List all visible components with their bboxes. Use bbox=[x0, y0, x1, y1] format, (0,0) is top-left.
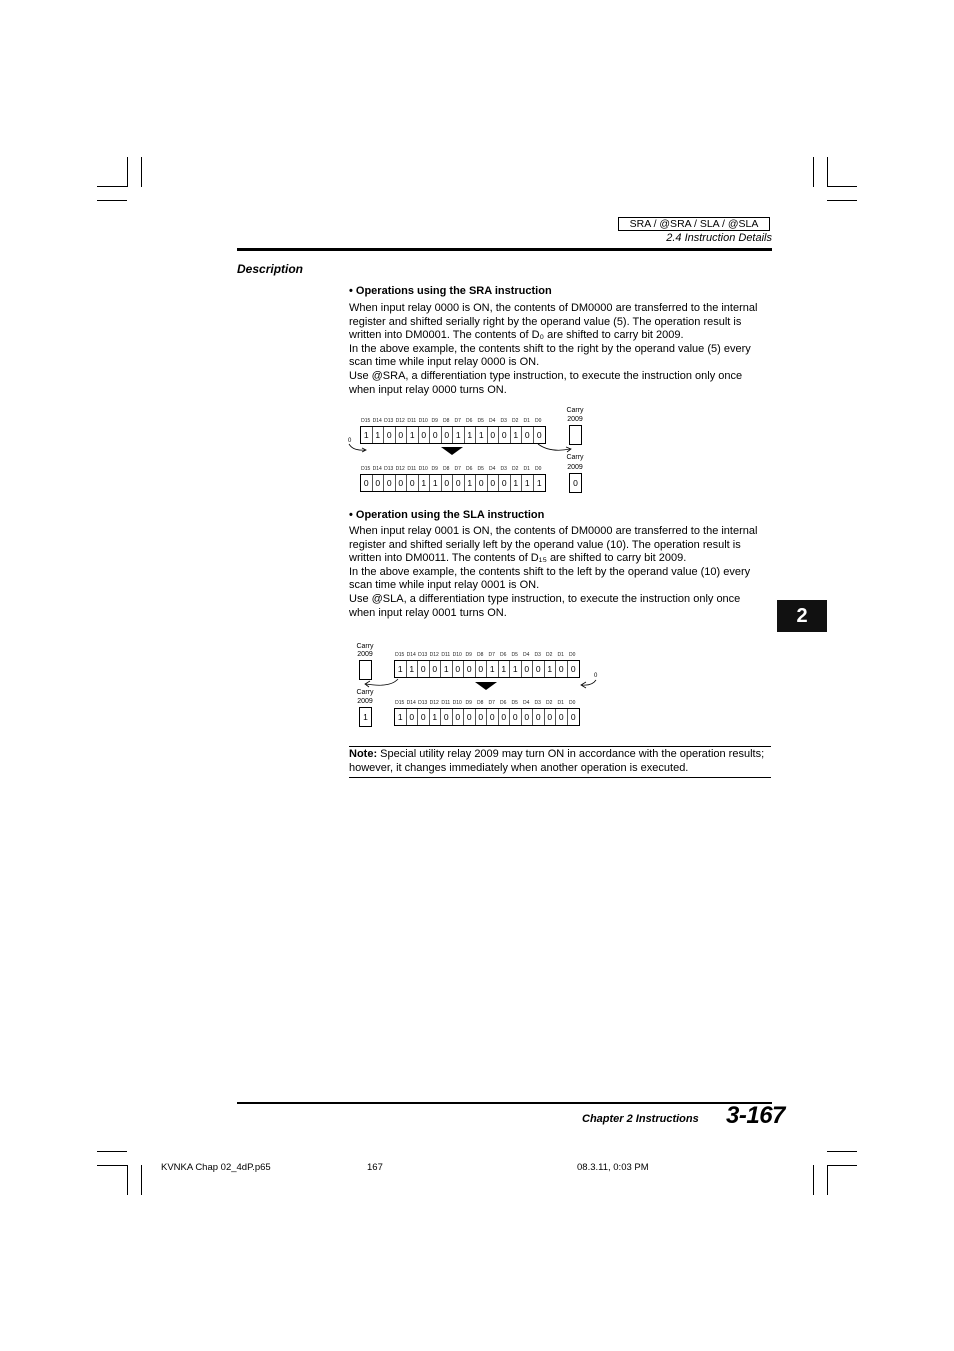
crop-mark bbox=[827, 157, 828, 187]
bit-label: D14 bbox=[406, 652, 416, 658]
bit-label: D10 bbox=[418, 466, 428, 472]
bit-cell: 0 bbox=[418, 709, 430, 725]
bit-label: D5 bbox=[511, 700, 518, 706]
bit-label: D7 bbox=[488, 652, 495, 658]
bit-label: D10 bbox=[452, 700, 462, 706]
bit-label: D8 bbox=[443, 466, 450, 472]
carry-address: 2009 bbox=[567, 416, 583, 423]
bit-label: D9 bbox=[465, 700, 472, 706]
bit-cell: 1 bbox=[499, 661, 511, 677]
zero-input: 0 bbox=[348, 438, 352, 444]
bit-cell: 0 bbox=[442, 427, 454, 443]
bit-label: D12 bbox=[395, 418, 405, 424]
carry-box-after: 0 bbox=[569, 473, 582, 493]
down-arrow-icon bbox=[475, 682, 497, 691]
bit-label: D2 bbox=[512, 418, 519, 424]
bit-label: D0 bbox=[535, 466, 542, 472]
bit-label: D4 bbox=[489, 466, 496, 472]
bit-cell: 0 bbox=[522, 661, 534, 677]
crop-mark bbox=[97, 200, 127, 201]
bit-labels bbox=[394, 651, 578, 659]
bit-label: D15 bbox=[395, 652, 405, 658]
bit-cell: 0 bbox=[407, 475, 419, 491]
bit-label: D11 bbox=[407, 418, 417, 424]
bit-cell: 0 bbox=[499, 709, 511, 725]
sra-line: register and shifted serially right by the operand value (5). The operation result is bbox=[349, 315, 742, 328]
bit-cell: 0 bbox=[556, 709, 568, 725]
bit-cell: 0 bbox=[476, 475, 488, 491]
bit-cell: 0 bbox=[442, 475, 454, 491]
bit-cell: 0 bbox=[476, 661, 488, 677]
bit-label: D15 bbox=[361, 418, 371, 424]
bit-cell: 1 bbox=[511, 427, 523, 443]
bit-cell: 0 bbox=[499, 475, 511, 491]
bit-cell: 0 bbox=[522, 709, 534, 725]
register-after bbox=[394, 708, 580, 726]
bit-label: D12 bbox=[395, 466, 405, 472]
bit-cell: 0 bbox=[453, 709, 465, 725]
bit-cell: 0 bbox=[545, 709, 557, 725]
crop-mark bbox=[127, 157, 128, 187]
note-label: Note: bbox=[349, 748, 378, 760]
sra-line: Use @SRA, a differentiation type instruction, to execute the instruction only once bbox=[349, 369, 743, 382]
bit-cell: 0 bbox=[361, 475, 373, 491]
instruction-header-box: SRA / @SRA / SLA / @SLA bbox=[618, 217, 770, 231]
bit-label: D13 bbox=[384, 418, 394, 424]
bit-labels bbox=[360, 417, 544, 425]
bit-label: D14 bbox=[406, 700, 416, 706]
sla-bullet: • Operation using the SLA instruction bbox=[349, 509, 545, 521]
crop-mark bbox=[827, 1151, 857, 1152]
crop-mark bbox=[827, 1165, 857, 1166]
register-after bbox=[360, 474, 546, 492]
bit-cell: 1 bbox=[419, 475, 431, 491]
bit-cell: 0 bbox=[453, 661, 465, 677]
bit-cell: 1 bbox=[522, 475, 534, 491]
bit-label: D1 bbox=[557, 652, 564, 658]
slug-filename: KVNKA Chap 02_4dP.p65 bbox=[161, 1162, 271, 1173]
sla-line: In the above example, the contents shift to the left by the operand value (10) every bbox=[349, 565, 751, 578]
bit-label: D3 bbox=[500, 466, 507, 472]
bit-cell: 1 bbox=[511, 475, 523, 491]
bit-label: D15 bbox=[361, 466, 371, 472]
carry-label: Carry bbox=[356, 689, 374, 696]
bit-cell: 1 bbox=[453, 427, 465, 443]
bit-cell: 0 bbox=[499, 427, 511, 443]
bit-label: D6 bbox=[500, 652, 507, 658]
sla-line: register and shifted serially left by the operand value (10). The operation result is bbox=[349, 538, 741, 551]
bit-label: D4 bbox=[489, 418, 496, 424]
bit-label: D8 bbox=[477, 652, 484, 658]
bit-cell: 1 bbox=[536, 478, 542, 488]
bit-label: D2 bbox=[512, 466, 519, 472]
bit-cell: 0 bbox=[510, 709, 522, 725]
bit-label: D6 bbox=[466, 418, 473, 424]
carry-address: 2009 bbox=[567, 464, 583, 471]
bit-label: D5 bbox=[477, 466, 484, 472]
carry-label: Carry bbox=[566, 454, 584, 461]
bit-label: D5 bbox=[477, 418, 484, 424]
bit-cell: 1 bbox=[373, 427, 385, 443]
bit-cell: 1 bbox=[545, 661, 557, 677]
carry-address: 2009 bbox=[357, 698, 373, 705]
bit-label: D4 bbox=[523, 652, 530, 658]
bit-label: D1 bbox=[523, 418, 530, 424]
chapter-tab: 2 bbox=[777, 600, 827, 632]
bit-cell: 1 bbox=[465, 427, 477, 443]
sra-line: scan time while input relay 0000 is ON. bbox=[349, 356, 540, 369]
bit-label: D14 bbox=[372, 418, 382, 424]
sra-bullet: • Operations using the SRA instruction bbox=[349, 285, 552, 297]
bit-cell: 0 bbox=[476, 709, 488, 725]
bit-cell: 1 bbox=[487, 661, 499, 677]
bit-label: D0 bbox=[569, 700, 576, 706]
description-heading: Description bbox=[237, 262, 304, 276]
crop-mark bbox=[827, 186, 857, 187]
bit-label: D13 bbox=[418, 700, 428, 706]
bit-cell: 0 bbox=[570, 664, 576, 674]
slug-date: 08.3.11, 0:03 PM bbox=[577, 1162, 649, 1173]
bit-cell: 1 bbox=[430, 475, 442, 491]
bit-label: D9 bbox=[431, 466, 438, 472]
crop-mark bbox=[813, 1165, 814, 1195]
bit-label: D9 bbox=[431, 418, 438, 424]
crop-mark bbox=[97, 1151, 127, 1152]
bit-cell: 1 bbox=[476, 427, 488, 443]
bit-label: D11 bbox=[441, 700, 451, 706]
sla-line: When input relay 0001 is ON, the contents of DM0000 are transferred to the internal bbox=[349, 525, 758, 537]
bit-cell: 0 bbox=[464, 661, 476, 677]
bit-label: D0 bbox=[569, 652, 576, 658]
sla-line: written into DM0011. The contents of D₁₅ are shifted to carry bit 2009. bbox=[349, 552, 687, 565]
crop-mark bbox=[827, 200, 857, 201]
bit-cell: 1 bbox=[430, 709, 442, 725]
crop-mark bbox=[141, 1165, 142, 1195]
bit-label: D5 bbox=[511, 652, 518, 658]
bit-label: D2 bbox=[546, 652, 553, 658]
sra-paragraph bbox=[349, 302, 773, 397]
bit-label: D8 bbox=[443, 418, 450, 424]
bit-cell: 1 bbox=[395, 709, 407, 725]
bit-cell: 0 bbox=[384, 475, 396, 491]
bit-label: D7 bbox=[454, 466, 461, 472]
bit-label: D13 bbox=[384, 466, 394, 472]
bit-label: D10 bbox=[452, 652, 462, 658]
bit-label: D15 bbox=[395, 700, 405, 706]
bit-label: D1 bbox=[523, 466, 530, 472]
crop-mark bbox=[813, 157, 814, 187]
bit-cell: 0 bbox=[556, 661, 568, 677]
bit-cell: 0 bbox=[396, 475, 408, 491]
bit-cell: 0 bbox=[570, 712, 576, 722]
bit-cell: 0 bbox=[418, 661, 430, 677]
bit-label: D2 bbox=[546, 700, 553, 706]
sra-line: When input relay 0000 is ON, the contents of DM0000 are transferred to the internal bbox=[349, 302, 758, 314]
bit-label: D9 bbox=[465, 652, 472, 658]
sla-line: when input relay 0001 turns ON. bbox=[349, 606, 507, 619]
bit-cell: 1 bbox=[407, 427, 419, 443]
shift-arrows bbox=[345, 440, 585, 455]
bit-labels bbox=[394, 699, 578, 707]
note-box bbox=[349, 746, 771, 778]
slug-page: 167 bbox=[367, 1162, 383, 1173]
bit-cell: 0 bbox=[373, 475, 385, 491]
bit-cell: 0 bbox=[441, 709, 453, 725]
carry-address: 2009 bbox=[357, 651, 373, 658]
bit-cell: 0 bbox=[453, 475, 465, 491]
bit-cell: 1 bbox=[510, 661, 522, 677]
bit-label: D3 bbox=[534, 700, 541, 706]
zero-input: 0 bbox=[594, 673, 598, 679]
bit-label: D11 bbox=[441, 652, 451, 658]
bit-cell: 0 bbox=[430, 661, 442, 677]
bit-label: D6 bbox=[466, 466, 473, 472]
sra-line: In the above example, the contents shift to the right by the operand value (5) every bbox=[349, 342, 751, 355]
bit-cell: 0 bbox=[384, 427, 396, 443]
bit-label: D11 bbox=[407, 466, 417, 472]
bit-cell: 0 bbox=[488, 427, 500, 443]
crop-mark bbox=[127, 1165, 128, 1195]
bit-cell: 0 bbox=[464, 709, 476, 725]
bit-cell: 0 bbox=[533, 709, 545, 725]
bit-cell: 0 bbox=[488, 475, 500, 491]
crop-mark bbox=[827, 1165, 828, 1195]
bit-cell: 0 bbox=[430, 427, 442, 443]
bit-cell: 0 bbox=[396, 427, 408, 443]
bit-label: D7 bbox=[488, 700, 495, 706]
bit-label: D6 bbox=[500, 700, 507, 706]
bit-label: D12 bbox=[429, 652, 439, 658]
footer-rule bbox=[237, 1102, 772, 1104]
sra-line: written into DM0001. The contents of D₀ are shifted to carry bit 2009. bbox=[349, 329, 684, 342]
bit-labels bbox=[360, 465, 544, 473]
bit-cell: 0 bbox=[407, 709, 419, 725]
sla-paragraph bbox=[349, 525, 773, 620]
bit-label: D0 bbox=[535, 418, 542, 424]
down-arrow-icon bbox=[441, 447, 463, 456]
bit-cell: 0 bbox=[522, 427, 534, 443]
bit-cell: 0 bbox=[533, 661, 545, 677]
crop-mark bbox=[97, 1165, 127, 1166]
bit-cell: 1 bbox=[407, 661, 419, 677]
bit-label: D4 bbox=[523, 700, 530, 706]
carry-label: Carry bbox=[356, 643, 374, 650]
page-number: 3-167 bbox=[726, 1102, 785, 1129]
crop-mark bbox=[141, 157, 142, 187]
sla-line: scan time while input relay 0001 is ON. bbox=[349, 579, 540, 592]
sra-line: when input relay 0000 turns ON. bbox=[349, 383, 507, 396]
bit-label: D7 bbox=[454, 418, 461, 424]
header-rule bbox=[237, 248, 772, 251]
bit-cell: 1 bbox=[361, 427, 373, 443]
note-text: Special utility relay 2009 may turn ON in accordance with the operation results; however, it changes immediately when another operation is executed. bbox=[349, 748, 765, 774]
chapter-label: Chapter 2 Instructions bbox=[582, 1113, 699, 1125]
carry-box-after: 1 bbox=[359, 707, 372, 727]
bit-cell: 1 bbox=[441, 661, 453, 677]
bit-label: D12 bbox=[429, 700, 439, 706]
bit-label: D10 bbox=[418, 418, 428, 424]
section-title: 2.4 Instruction Details bbox=[666, 232, 772, 244]
bit-label: D8 bbox=[477, 700, 484, 706]
bit-cell: 1 bbox=[465, 475, 477, 491]
bit-label: D14 bbox=[372, 466, 382, 472]
bit-cell: 1 bbox=[395, 661, 407, 677]
carry-label: Carry bbox=[566, 407, 584, 414]
bit-cell: 0 bbox=[419, 427, 431, 443]
bit-label: D1 bbox=[557, 700, 564, 706]
crop-mark bbox=[97, 186, 127, 187]
bit-cell: 0 bbox=[487, 709, 499, 725]
bit-cell: 0 bbox=[536, 430, 542, 440]
bit-label: D3 bbox=[500, 418, 507, 424]
bit-label: D13 bbox=[418, 652, 428, 658]
bit-label: D3 bbox=[534, 652, 541, 658]
sla-line: Use @SLA, a differentiation type instruction, to execute the instruction only once bbox=[349, 592, 741, 605]
